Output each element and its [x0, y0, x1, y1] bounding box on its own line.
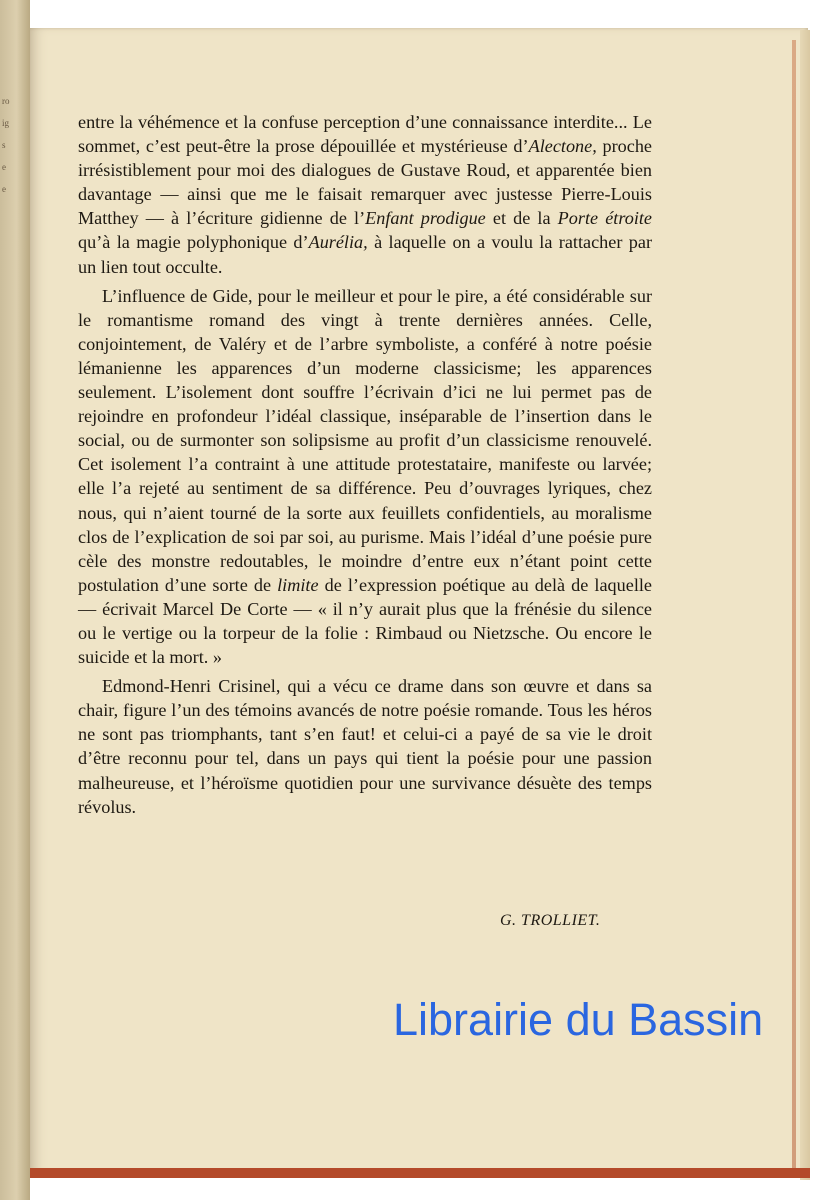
title-porte-etroite: Porte étroite	[557, 208, 652, 229]
paragraph-1	[78, 110, 652, 279]
author-signature: G. TROLLIET.	[500, 912, 601, 929]
paragraph-3-text-1: Edmond-Henri Crisinel, qui a vécu ce drame dans son œuvre et dans sa chair, figure l’un des témoins avancés de notre poésie romande. Tous les héros ne sont pas triomphants, tant s’en faut! et celui-ci a payé de sa vie le droit d’être reconnu pour tel, dans un pays qui tient la poésie pour une passion malheureuse, et l’héroïsme quotidien pour une survivance désuète des temps révolus.	[78, 676, 652, 817]
paragraph-1-text-5: à laquelle on a voulu la rattacher par un lien tout occulte.	[78, 232, 652, 277]
facing-page-fragments: ro ig s e e	[2, 96, 10, 194]
paragraph-1-text-2: proche irrésistiblement pour moi des dialogues de Gustave Roud, et apparentée bien davantage — ainsi que me le faisait remarquer avec justesse Pierre-Louis Matthey — à l’écriture gidienne de l’	[78, 136, 653, 229]
article-body	[78, 110, 652, 819]
paragraph-1-text-3: et de la	[485, 208, 558, 229]
bookseller-watermark: Librairie du Bassin	[393, 994, 764, 1045]
paragraph-1-text-4: qu’à la magie polyphonique d’	[78, 232, 309, 253]
cover-board	[30, 1168, 810, 1178]
cover-edge	[792, 40, 796, 1170]
paragraph-1-text-1: entre la véhémence et la confuse perception d’une connaissance interdite... Le sommet, c’est peut-être la prose dépouillée et mystérieuse d’	[78, 112, 652, 157]
title-aurelia: Aurélia,	[308, 232, 368, 253]
word-limite: limite	[277, 574, 319, 595]
title-enfant-prodigue: Enfant prodigue	[365, 208, 486, 229]
paragraph-3	[78, 674, 652, 819]
page-stack-edge	[800, 30, 810, 1180]
paragraph-2-text-2: de l’expression poétique au delà de laquelle — écrivait Marcel De Corte — « il n’y aurait plus que la frénésie du silence ou le vertige ou la torpeur de la folie : Rimbaud ou Nietzsche. Ou encore le suicide et la mort. »	[78, 574, 652, 668]
title-alectone: Alectone,	[528, 136, 597, 157]
facing-page-edge	[0, 0, 30, 1200]
paragraph-2	[78, 284, 652, 670]
paragraph-2-text-1: L’influence de Gide, pour le meilleur et pour le pire, a été considérable sur le romantisme romand des vingt à trente dernières années. Celle, conjointement, de Valéry et de l’arbre symboliste, a conféré à notre poésie lémanienne les apparences d’un moderne classicisme; les apparences seulement. L’isolement dont souffre l’écrivain d’ici ne lui permet pas de rejoindre en profondeur l’idéal classique, inséparable de l’insertion dans le social, ou de surmonter son solipsisme au profit d’un classicisme renouvelé. Cet isolement l’a contraint à une attitude protestataire, manifeste ou larvée; elle l’a rejeté au sentiment de sa différence. Peu d’ouvrages lyriques, chez nous, qui n’aient tourné de la sorte aux feuillets confidentiels, au moralisme clos de l’explication de soi par soi, au purisme. Mais l’idéal d’une poésie pure cèle des monstre redoutables, le moindre d’entre eux n’étant point cette postulation d’une sorte de	[78, 285, 652, 595]
